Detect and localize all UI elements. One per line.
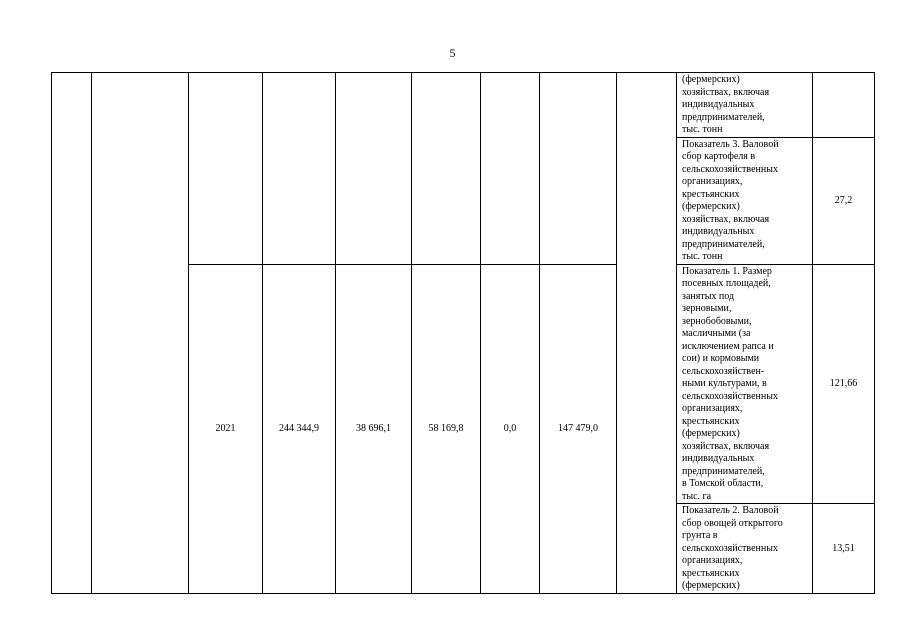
indicator-value: 13,51 bbox=[813, 504, 875, 594]
table-cell-other bbox=[540, 73, 617, 265]
table-cell-year: 2021 bbox=[189, 264, 263, 593]
indicator-value: 121,66 bbox=[813, 264, 875, 504]
table-cell-empty bbox=[92, 73, 189, 594]
indicator-description: (фермерских) хозяйствах, включая индивидуальных предпринимателей, тыс. тонн bbox=[677, 73, 813, 138]
table-cell-total: 244 344,9 bbox=[263, 264, 336, 593]
indicator-description: Показатель 2. Валовой сбор овощей открытого грунта в сельскохозяйственных организациях, крестьянских (фермерских) bbox=[677, 504, 813, 594]
table-cell-federal: 38 696,1 bbox=[336, 264, 412, 593]
table-cell-total bbox=[263, 73, 336, 265]
table-row bbox=[52, 73, 875, 138]
indicator-value bbox=[813, 73, 875, 138]
table-cell-federal bbox=[336, 73, 412, 265]
table-cell-local: 0,0 bbox=[481, 264, 540, 593]
indicator-description: Показатель 1. Размер посевных площадей, занятых под зерновыми, зернобобовыми, масличными (за исключением рапса и сои) и кормовыми сельскохозяйствен- ными культурами, в сельскохозяйственных организациях, крестьянских (фермерских) хозяйствах, включая индивидуальных предпринимателей, в Томской области, тыс. га bbox=[677, 264, 813, 504]
page-number: 5 bbox=[449, 46, 456, 60]
table-cell-year bbox=[189, 73, 263, 265]
table-cell-empty bbox=[617, 73, 677, 594]
indicator-value: 27,2 bbox=[813, 137, 875, 264]
program-table bbox=[51, 72, 875, 594]
table-cell-local bbox=[481, 73, 540, 265]
table-cell-other: 147 479,0 bbox=[540, 264, 617, 593]
table-cell-regional: 58 169,8 bbox=[412, 264, 481, 593]
table-cell-regional bbox=[412, 73, 481, 265]
table-cell-empty bbox=[52, 73, 92, 594]
indicator-description: Показатель 3. Валовой сбор картофеля в сельскохозяйственных организациях, крестьянских (фермерских) хозяйствах, включая индивидуальных предпринимателей, тыс. тонн bbox=[677, 137, 813, 264]
